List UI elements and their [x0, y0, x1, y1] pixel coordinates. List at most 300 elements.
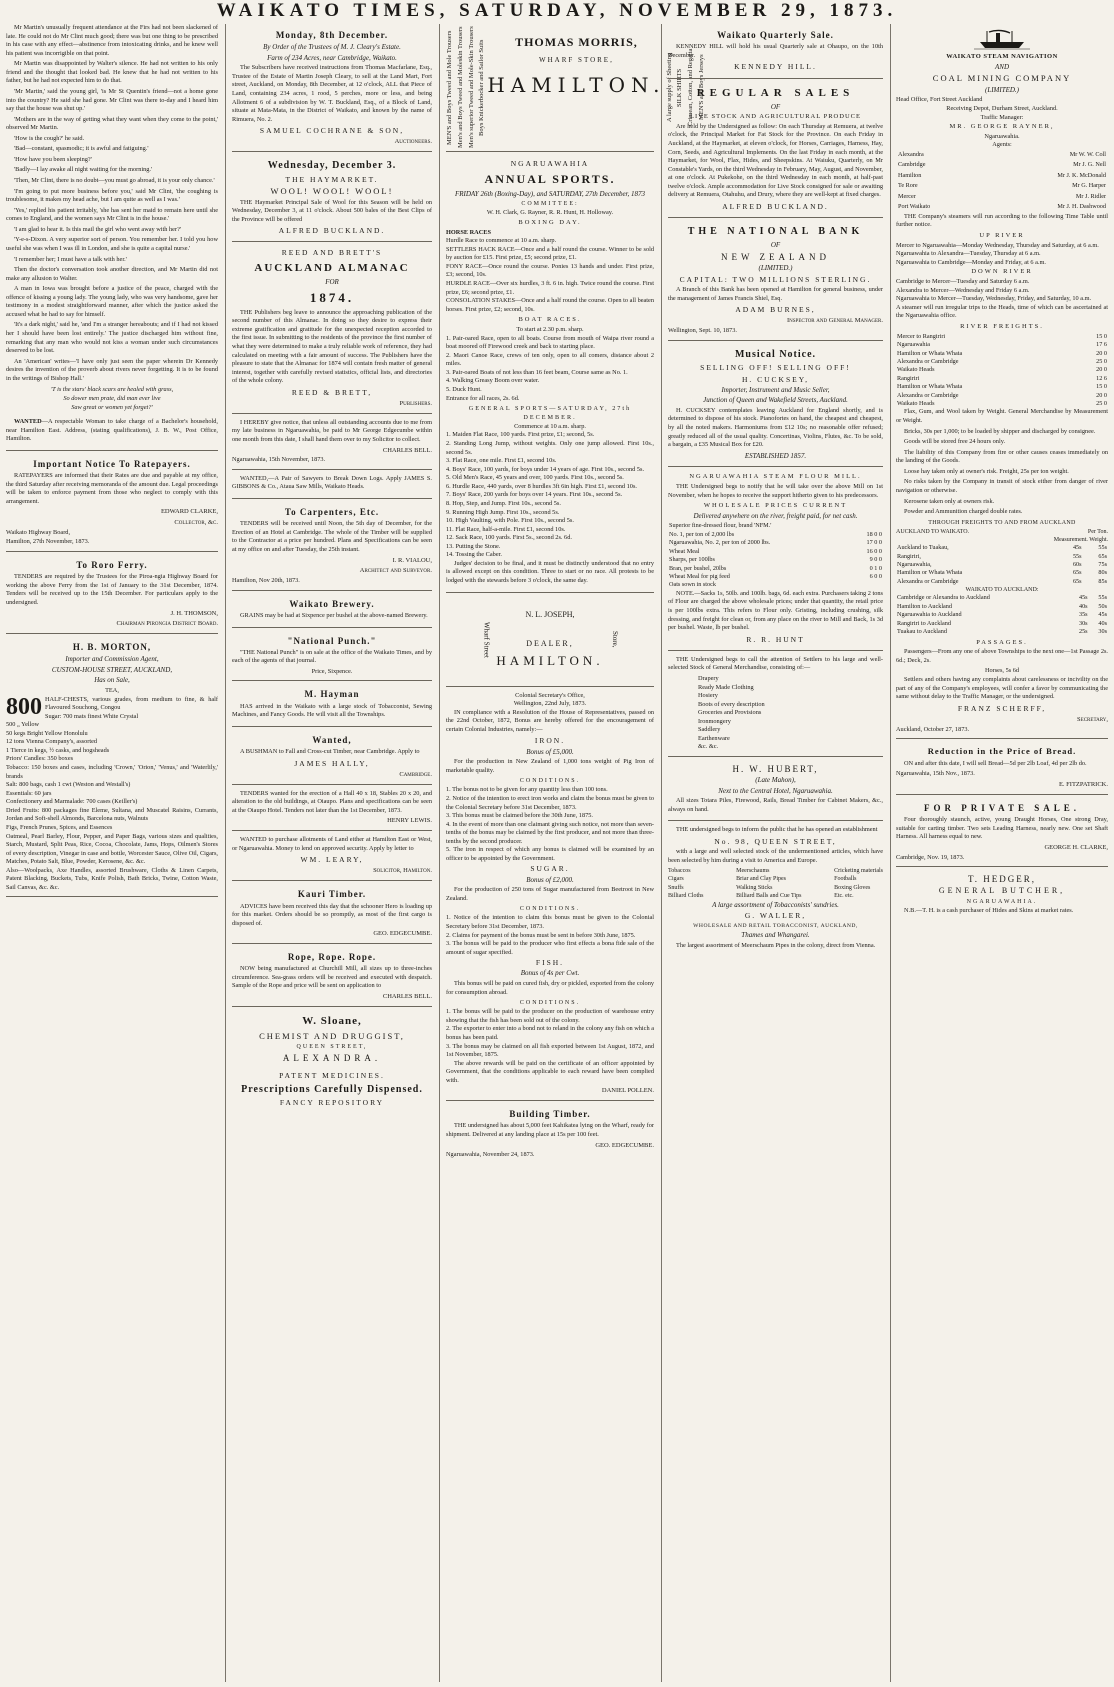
- table-cell: 16 0 0: [866, 547, 882, 555]
- race-item: 11. Flat Race, half-a-mile. First £1, second 10s.: [446, 525, 566, 533]
- ad-signature: I. R. VIALOU,: [392, 556, 432, 564]
- vertical-ad-line: Men's and Boys Tweed and Moleskin Trousers: [456, 26, 464, 149]
- table-cell: Mercer: [898, 192, 916, 200]
- ad-subhead: FISH.: [535, 958, 565, 968]
- ad-subtitle: Importer and Commission Agent,: [65, 655, 159, 664]
- table-cell: 65s: [1072, 569, 1082, 577]
- ad-bonus: Bonus of 4s per Cwt.: [520, 969, 580, 978]
- merchandise-item: Drapery: [698, 674, 719, 682]
- race-item: 10. High Vaulting, with Pole. First 10s., second 5s.: [446, 517, 574, 525]
- table-cell: 0 1 0: [869, 564, 882, 572]
- vertical-ad-line: Men's superior Tweed and Mole-Skin Trousers: [467, 26, 475, 149]
- ad-title: Waikato Quarterly Sale.: [717, 30, 834, 40]
- table-cell: Ngaruawahia to Auckland: [897, 611, 962, 619]
- story-paragraph: Mr Martin was disappointed by Walter's silence. He had not written to his only friend and the thought that looked bad. He knew that he had not written to his father, but he had not expected him to do that.: [6, 60, 218, 85]
- condition-item: 2. The exporter to enter into a bond not to reland in the colony any fish on which a bonus has been paid.: [446, 1025, 654, 1041]
- table-cell: No. 1, per ton of 2,000 lbs: [669, 530, 735, 538]
- condition-item: 5. The iron in respect of which any bonus is claimed will be examined by an officer to be appointed by the Government.: [446, 846, 654, 862]
- ad-signature: FRANZ SCHERFF,: [957, 703, 1047, 713]
- condition-item: 3. The bonus will be paid to the producer who first effects a bona fide sale of the amount of sugar specified.: [446, 940, 654, 956]
- table-row: [896, 181, 1108, 191]
- ad-role: Inspector and General Manager.: [787, 317, 883, 325]
- merchandise-item: Ironmongery: [698, 717, 731, 725]
- table-cell: Mr W. W. Coll: [1069, 151, 1106, 159]
- table-row: [896, 553, 1108, 561]
- ad-manager-place: Ngaruawahia.: [984, 132, 1020, 140]
- ad-start: To start at 2.30 p.m. sharp.: [516, 326, 584, 334]
- ad-manager-title: Traffic Manager:: [980, 113, 1024, 121]
- race-item: 13. Putting the Stone.: [446, 542, 501, 550]
- table-cell: 12 6: [1096, 374, 1107, 382]
- ad-est: ESTABLISHED 1857.: [744, 451, 807, 460]
- ad-role: Importer, Instrument and Music Seller,: [721, 385, 830, 394]
- ad-place: Waikato Highway Board,: [6, 528, 71, 536]
- ad-body: The Subscribers have received instructions from Thomas Macfarlane, Esq., Trustee of the Estate of Martin Joseph Cleary, to sell at the Land Mart, Fort street, Auckland, on Monday, 8th December, at 12 o'clock, ALL that Piece of Land, containing 234 acres, 1 rood, 5 perches, more or less, and being Allotment 6 of a subdivision by W. T. Buckland, Esq., of a Block of Land, situate at Mata-Mata, in the District of Waikato, and known by the name of Rimuera, No. 2.: [232, 64, 432, 123]
- ad-title: AUCKLAND ALMANAC: [254, 261, 410, 274]
- merchandise-item: Ready Made Clothing: [698, 683, 754, 691]
- serial-story: [6, 24, 218, 383]
- ad-conditions: CONDITIONS.: [519, 906, 581, 913]
- ad-role: Chairman Pirongia District Board.: [116, 620, 218, 628]
- column-4: [665, 24, 883, 1682]
- ad-body: Settlers and others having any complaints about carelessness or incivility on the part of any of the Company's employees, will confer a favor by communicating the same without delay to the Traffic Manager, or the undersigned.: [896, 676, 1108, 701]
- goods-item: Billiard Balls and Cue Tips: [736, 892, 802, 899]
- ad-body: NOW being manufactured at Churchill Mill, all sizes up to three-inches circumference. Sea-grass orders will be received and executed with despatch. Sample of the Rope and price will be sent on application to: [232, 965, 432, 990]
- morris-left-lines: [446, 24, 487, 151]
- stock-item: HALF-CHESTS, various grades, from medium to fine, & half Flavoured Souchong, Congou: [45, 695, 218, 712]
- timetable-item: Mercer to Ngaruawahia—Monday Wednesday, Thursday and Saturday, at 6 a.m.: [896, 241, 1099, 249]
- table-cell: Hamilton or Whata Whata: [897, 383, 963, 391]
- ad-and: AND: [995, 62, 1009, 71]
- ad-body: IN compliance with a Resolution of the House of Representatives, passed on the 22nd October, 1872, Bonus are hereby offered for the encouragement of certain Colonial Industries, namely:—: [446, 708, 654, 733]
- story-paragraph: Then the doctor's conversation took another direction, and Mr Martin did not make any allusion to Walter.: [6, 266, 218, 282]
- goods-item: Etc. etc.: [834, 892, 854, 899]
- race-item: SETTLERS HACK RACE—Once and a half round the course. Winner to be sold by auction for £15. First prize, £5; second prize, £1.: [446, 245, 654, 262]
- ad-of: OF: [770, 102, 781, 111]
- table-row: [896, 603, 1108, 611]
- cleary-estate-auction: [232, 24, 432, 152]
- stock-item: Priors' Candles: 350 boxes: [6, 755, 74, 763]
- timetable-item: A steamer will run irregular trips to the Heads, time of which can be ascertained at the Ngaruawahia office.: [896, 303, 1108, 320]
- table-cell: 85s: [1098, 577, 1107, 585]
- table-row: [896, 578, 1108, 586]
- timetable-item: Ngaruawahia to Mercer—Tuesday, Wednesday, Friday, and Saturday, 10 a.m.: [896, 295, 1092, 303]
- up-river-times: [896, 242, 1108, 268]
- table-cell: Mercer to Rangiriri: [897, 332, 946, 340]
- building-timber-ad: [446, 1103, 654, 1164]
- condition-item: 3. This bonus must be claimed before the 30th June, 1875.: [446, 812, 593, 820]
- through-header: AUCKLAND TO WAIKATO.: [896, 528, 970, 535]
- tea-label: TEA,: [105, 686, 119, 694]
- ad-body: This bonus will be paid on cured fish, dry or pickled, exported from the colony for consumption abroad.: [446, 979, 654, 996]
- ad-lead: Has on Sale,: [94, 676, 130, 685]
- table-cell: 25 0: [1096, 400, 1107, 408]
- ad-pre: NGARUAWAHIA: [510, 159, 590, 168]
- through-per: Per Ton.: [1087, 528, 1108, 535]
- ad-body: THE Publishers beg leave to announce the approaching publication of the second number of this Almanac. In doing so they desire to express their extreme gratification and gratitude for the unexpected reception accorded to the first issue. In submitting to the residents of the province the first number of what they were determined to make a truly reliable work of reference, they had calculated on meeting with a fair amount of success. The Publishers have the pleasure to state that the Almanac for 1874 will contain fresh matter of general interest, together with carefully revised statistics, official lists, and directories of the whole colony.: [232, 308, 432, 385]
- race-item: 8. Hop, Step, and Jump. First 10s., second 5s.: [446, 499, 561, 507]
- ad-signature: KENNEDY HILL.: [734, 62, 817, 72]
- table-cell: 30s: [1098, 628, 1107, 636]
- ad-town: HAMILTON.: [487, 72, 666, 97]
- ad-body: WANTED,—A Pair of Sawyers to Break Down Logs. Apply JAMES S. GIBBONS & Co., Ataua Saw Mills, Waikato Heads.: [232, 474, 432, 491]
- bell-notice: [232, 416, 432, 470]
- ad-committee: COMMITTEE:: [521, 201, 579, 208]
- ad-title: Wednesday, December 3.: [267, 160, 397, 172]
- race-item: 12. Sack Race, 100 yards. First 5s., second 2s. 6d.: [446, 534, 572, 542]
- table-cell: Superior fine-dressed flour, brand 'NFM.': [669, 522, 772, 530]
- table-cell: 55s: [1098, 544, 1107, 552]
- ad-body: ADVICES have been received this day that the schooner Hero is loading up for this market. Orders should be so promptly, as most of the first cargo is disposed of.: [232, 902, 432, 927]
- ad-subhead: RIVER FREIGHTS.: [960, 322, 1044, 330]
- ad-trade: CHEMIST AND DRUGGIST,: [259, 1030, 405, 1041]
- race-item: 7. Boys' Race, 200 yards for boys over 14 years. First 10s., second 5s.: [446, 491, 623, 499]
- race-item: HURDLE RACE—Over six hurdles, 3 ft. 6 in. high. Twice round the course. First prize, £6; second prize, £1.: [446, 279, 654, 296]
- ad-of: OF: [770, 240, 781, 249]
- poem: [6, 386, 218, 412]
- bushman-wanted: [232, 729, 432, 785]
- table-cell: 18 0 0: [866, 530, 882, 538]
- ad-headline: SELLING OFF! SELLING OFF!: [700, 363, 851, 373]
- ad-late: (Late Mahon),: [755, 776, 796, 785]
- table-cell: Hamilton or Whata Whata: [897, 569, 963, 577]
- table-cell: 50s: [1098, 602, 1107, 610]
- price-table: [668, 522, 883, 589]
- ad-date: Wellington, 22nd July, 1873.: [513, 700, 587, 708]
- stock-item: 50 kegs Bright Yellow Honolulu: [6, 729, 88, 737]
- ad-role: Auctioneers.: [394, 138, 432, 146]
- ad-signature: ALFRED BUCKLAND.: [722, 201, 829, 211]
- ad-title: Important Notice To Ratepayers.: [33, 458, 191, 469]
- ad-title: To Carpenters, Etc.: [284, 507, 380, 518]
- table-row: [668, 581, 883, 589]
- table-cell: Cambridge: [898, 161, 926, 169]
- stock-item: Also—Woolpacks, Axe Handles, assorted Brushware, Cloths & Linen Carpets, Patent Blacking, Buckets, Tubs, Knife Polish, Bath Bricks, Twine, Cotton Waste, Sail Canvas, &c. &c.: [6, 866, 218, 891]
- stock-item: Figs, French Prunes, Spices, and Essences: [6, 823, 113, 831]
- ad-body: Powder and Ammunition charged double rates.: [904, 508, 1023, 516]
- ad-footer: The largest assortment of Meerschaum Pipes in the colony, direct from Vienna.: [676, 941, 876, 949]
- merchandise-list: [668, 675, 883, 752]
- table-cell: Rangiriri: [897, 374, 920, 382]
- ad-footer: Judges' decision to be final, and it must be distinctly understood that no entry is allowed except on this condition. Three to start or no race. All protests to be lodged with the stewards before 3 o'clock, the same day.: [446, 559, 654, 585]
- goods-item: Cricketing materials: [834, 868, 883, 875]
- ad-body: TENDERS will be received until Noon, the 5th day of December, for the Erection of an Hotel at Cambridge. The whole of the Timber will be supplied to the Contractor at a price per hundred. Plans and Specifications can be seen at my office on and after Tuesday, the 25th instant.: [232, 520, 432, 553]
- story-paragraph: 'How is the cough?' he said.: [14, 134, 85, 142]
- sloane-chemist-ad: [232, 1009, 432, 1114]
- ad-role: Architect and Surveyor.: [359, 567, 432, 575]
- ad-subtitle: Delivered anywhere on the river, freight paid, for net cash.: [693, 511, 858, 520]
- ad-signature: EDWARD CLARKE,: [160, 508, 218, 516]
- ad-center: [496, 610, 603, 669]
- ad-limited: (LIMITED.): [758, 264, 793, 273]
- ad-title: ANNUAL SPORTS.: [484, 172, 616, 187]
- stock-item: Salt: 800 bags, cash 1 cwt (Weston and Westall's): [6, 781, 131, 789]
- horse-races-list: [446, 237, 654, 314]
- iron-conditions: [446, 786, 654, 863]
- table-cell: Cambridge or Alexandra to Auckland: [897, 594, 990, 602]
- ad-footer: The above rewards will be paid on the certificate of an officer appointed by Government, that the conditions applicable to each reward have been complied with.: [446, 1059, 654, 1084]
- ad-members: W. H. Clark, G. Rayner, R. R. Hunt, H. Holloway.: [486, 209, 614, 217]
- story-paragraph: 'How have you been sleeping?': [14, 155, 92, 163]
- ad-body: with a large and well selected stock of the undermentioned articles, which have been selected by him during a visit to America and Europe.: [668, 848, 883, 864]
- vertical-ad-line: SILK SHIRTS: [676, 68, 684, 107]
- poem-line: Saw great or women yet forget?': [71, 403, 153, 411]
- sawyers-wanted: [232, 472, 432, 499]
- ad-signature: E. FITZPATRICK.: [1058, 780, 1108, 788]
- goods-item: Cigars: [668, 876, 684, 883]
- table-cell: 17 6: [1096, 341, 1107, 349]
- timetable-item: Ngaruawahia to Alexandra—Tuesday, Thursday at 6 a.m.: [896, 250, 1041, 258]
- ad-subhead: WHOLESALE PRICES CURRENT: [703, 502, 848, 510]
- ad-body: RATEPAYERS are informed that their Rates are due and payable at my office, the third Saturday after receiving memoranda of the amount due. Legal proceedings will be taken to enforce payment from those who neglect to comply with this arrangement.: [6, 471, 218, 505]
- sports-ad: [446, 155, 654, 593]
- race-item: 9. Running High Jump. First 10s., second 5s.: [446, 508, 560, 516]
- ad-town: HAMILTON.: [496, 652, 604, 668]
- race-item: 3. Pair-oared Boats of not less than 16 feet beam, Course same as No. 1.: [446, 368, 628, 376]
- ad-title: THOMAS MORRIS,: [515, 35, 638, 49]
- punch-ad: [232, 630, 432, 682]
- ferry-tender: [6, 554, 218, 634]
- table-row: [668, 556, 883, 564]
- story-paragraph: An 'American' writes—'I have only just seen the paper wherein Dr Kennedy desires the invention of the proverb about rivers never forgetting. It is to be found in the writings of Bishop Hall.': [6, 357, 218, 382]
- ad-title: Musical Notice.: [734, 348, 817, 360]
- ad-price: Price, Sixpence.: [311, 667, 353, 675]
- table-row: [896, 202, 1108, 212]
- goods-item: Footballs: [834, 876, 857, 883]
- ad-start: Commence at 10 a.m. sharp.: [514, 422, 586, 430]
- ad-conditions: CONDITIONS.: [519, 1000, 581, 1007]
- ad-title: H. W. HUBERT,: [732, 764, 819, 775]
- table-row: [668, 573, 883, 581]
- race-item: 5. Old Men's Race, 45 years and over, 100 yards. First 10s., second 5s.: [446, 474, 624, 482]
- table-cell: Hamilton: [898, 171, 922, 179]
- ad-date: Wellington, Sept. 10, 1873.: [668, 327, 737, 335]
- down-river-times: [896, 278, 1108, 321]
- ad-street: QUEEN STREET,: [296, 1044, 368, 1051]
- ad-towns: Thames and Whangarei.: [741, 931, 810, 940]
- column-1: [6, 24, 218, 1682]
- table-cell: 20 0: [1096, 349, 1107, 357]
- ad-subhead: THROUGH FREIGHTS TO AND FROM AUCKLAND: [928, 519, 1076, 526]
- agents-table: [896, 150, 1108, 213]
- joseph-dealer-ad: [446, 595, 654, 687]
- goods-column: [834, 867, 883, 900]
- table-cell: 40s: [1078, 602, 1088, 610]
- ad-subhead: PASSAGES.: [976, 638, 1028, 646]
- ad-body: Are held by the Undersigned as follow: On each Thursday at Remuera, at twelve o'clock, the Principal Market for Fat Stock for the Province. On each Friday in Auckland, at the Haymarket, at eleven o'clock, for Horses, Carriages, Harness, Hay, Corn, Seeds, and Agricultural Implements. On the last Friday in each month, at the Haymarket, for Wool, Flax, Hides, and Sheepskins. At Waiuku, Quarterly, on Mr Constable's Yards, on the third Wednesday in February, May, August, and November, at one o'clock. At Pukekohe, on the third Wednesday in each month, at half-past twelve o'clock. Ample accommodation for Live Stock consigned for sale or awaiting delivery at Remuera, Otahuhu, and Drury, where they are well-kept at fixed charges.: [668, 122, 883, 199]
- table-cell: Hamilton or Whata Whata: [897, 349, 963, 357]
- ad-body: H. CUCKSEY contemplates leaving Auckland for England shortly, and is determined to dispose of his stock. Pianofortes on hand, the cheapest and cheapest, by all the noted makers. Harmoniums from £12 10s; no reasonable offer refused; greatly reduced all of the usual quality. Concertinas, Violins, Flutes, &c. To be sold, a bargain, a £35 Musical Box for £20.: [668, 406, 883, 449]
- hubert-ad: [668, 759, 883, 821]
- table-row: [896, 400, 1108, 408]
- table-row: [896, 611, 1108, 619]
- table-cell: 20 0: [1096, 391, 1107, 399]
- waller-tobacconist-ad: [668, 823, 883, 956]
- race-item: 3. Flat Race, one mile. First £1, second 10s.: [446, 457, 557, 465]
- table-row: [668, 531, 883, 539]
- table-cell: Mr J. Ridler: [1075, 192, 1106, 200]
- table-cell: Hamilton to Auckland: [897, 602, 952, 610]
- story-paragraph: 'Yes,' replied his patient irritably, 'she has sent her maid to remain here until she comes to England, and the women says Mr Clint is in the house.': [6, 206, 218, 223]
- quarterly-sale-ad: [668, 24, 883, 79]
- sugar-conditions: [446, 914, 654, 957]
- ad-role: Publishers.: [399, 400, 432, 407]
- column-rule: [661, 24, 662, 1682]
- table-cell: 45s: [1072, 544, 1082, 552]
- big-number: 800: [6, 693, 42, 720]
- ad-signature: GEO. EDGECUMBE.: [373, 930, 432, 938]
- ad-title: W. Sloane,: [302, 1014, 362, 1027]
- table-cell: Auckland to Tuakau,: [897, 544, 949, 552]
- ad-subtitle: By Order of the Trustees of M. J. Cleary's Estate.: [263, 43, 401, 52]
- table-row: [896, 192, 1108, 202]
- ad-body: A BUSHMAN to Fall and Cross-cut Timber, near Cambridge. Apply to: [240, 748, 420, 756]
- morton-importer-ad: [6, 636, 218, 897]
- colonial-bonus-notice: [446, 689, 654, 1102]
- table-cell: 15 0: [1096, 332, 1107, 340]
- merchandise-item: Saddlery: [698, 726, 721, 734]
- ad-body: KENNEDY HILL will hold his usual Quarterly sale at Ohaupo, on the 10th December.: [668, 43, 883, 59]
- ad-year: 1874.: [309, 290, 355, 306]
- ad-body: TENDERS are required by the Trustees for the Piroa-ngia Highway Board for working the above Ferry from the 1st of January to the 31st December, 1874. Tenders will be received up to the 15th December. For particulars apply to the undersigned.: [6, 573, 218, 606]
- table-row: [896, 358, 1108, 366]
- carpenters-tender: [232, 501, 432, 591]
- table-row: [896, 333, 1108, 341]
- ad-date: Cambridge, Nov. 19, 1873.: [896, 853, 965, 861]
- ad-subtitle: NEW ZEALAND: [720, 252, 831, 263]
- boat-races-list: [446, 335, 654, 404]
- ad-role: Secretary,: [1077, 715, 1108, 723]
- ad-title: Wanted,: [312, 734, 352, 745]
- table-cell: 65s: [1098, 552, 1107, 560]
- hayman-ad: [232, 683, 432, 726]
- table-cell: Sharps, per 100lbs: [669, 556, 715, 564]
- table-cell: 35s: [1078, 611, 1088, 619]
- race-item: 5. Duck Hunt.: [446, 385, 482, 393]
- race-item: 4. Boys' Race, 100 yards, for boys under 14 years of age. First 10s., second 5s.: [446, 465, 645, 473]
- table-cell: Ngaruawahia, No. 2, per ton of 2000 lbs.: [669, 539, 771, 547]
- ad-title: Monday, 8th December.: [275, 30, 389, 40]
- almanac-ad: [232, 244, 432, 413]
- table-cell: 40s: [1098, 619, 1107, 627]
- ad-role: Collector, &c.: [174, 519, 218, 527]
- condition-item: 2. Notice of the intention to erect iron works and claim the bonus must be given to the Colonial Secretary before 31st December, 1873.: [446, 794, 654, 811]
- vertical-ad-line: A large supply of Sheeting: [665, 52, 673, 123]
- ad-address: CUSTOM-HOUSE STREET, AUCKLAND,: [51, 665, 173, 674]
- ad-body: Kerosene taken only at owners risk.: [904, 497, 995, 505]
- ad-body: No risks taken by the Company in transit of stock either from danger of river navigation or otherwise.: [896, 478, 1108, 494]
- table-row: [896, 594, 1108, 602]
- stock-item: 500 „ Yellow: [6, 721, 40, 729]
- table-cell: Alexandra or Cambridge: [897, 577, 959, 585]
- ad-limited: (LIMITED.): [984, 85, 1020, 94]
- table-cell: Tuakau to Auckland: [897, 628, 947, 636]
- goods-item: Billiard Cloths: [668, 892, 704, 899]
- story-paragraph: 'Then, Mr Clint, there is no doubt—you must go abroad, it is your only chance.': [14, 177, 215, 184]
- ad-title: Reduction in the Price of Bread.: [927, 746, 1077, 757]
- table-row: [896, 350, 1108, 358]
- condition-item: 1. Notice of the intention to claim this bonus must be given to the Colonial Secretary before 31st December, 1873.: [446, 914, 654, 931]
- story-paragraph: 'Mothers are in the way of getting what they want when they come to the point,' observed Mr Martin.: [6, 115, 218, 132]
- ad-office: Head Office, Fort Street Auckland: [896, 96, 983, 104]
- condition-item: 4. In the event of more than one claimant giving such notice, not more than seven-tenths of the bonus may be claimed by the first producer, and not more than three-tenths by the second producer.: [446, 820, 654, 845]
- masthead: WAIKATO TIMES, SATURDAY, NOVEMBER 29, 1873.: [216, 0, 898, 21]
- ad-place: NGARUAWAHIA.: [966, 899, 1038, 906]
- brewery-ad: [232, 593, 432, 628]
- table-row: [896, 569, 1108, 577]
- ad-place: Junction of Queen and Wakefield Streets, Auckland.: [703, 396, 848, 405]
- ad-body: THE undersigned has about 5,000 feet Kahikatea lying on the Wharf, ready for shipment. Delivered at any landing place at 15s per 100 feet.: [446, 1122, 654, 1138]
- condition-item: 3. The bonus may be claimed on all fish exported between 1st August, 1872, and 1st November, 1875.: [446, 1042, 654, 1059]
- ad-bonus: Bonus of £2,000.: [526, 875, 574, 884]
- story-paragraph: 'Y-e-s-Dixon. A very superior sort of person. You remember her. I told you how useful she was when I was ill in London, and she is quite a capital nurse.': [6, 236, 218, 252]
- table-cell: 75s: [1098, 560, 1107, 568]
- race-item: 1. Pair-oared Race, open to all boats. Course from mouth of Waipa river round a boat moored off Firewood creek and back to starting place.: [446, 334, 654, 351]
- story-paragraph: 'Badly—I lay awake all night waiting for the morning.': [14, 166, 153, 174]
- ad-place: Next to the Central Hotel, Ngaruawahia.: [718, 786, 833, 795]
- ad-title: REGULAR SALES: [696, 86, 855, 99]
- ad-headline: WOOL! WOOL! WOOL!: [270, 186, 394, 196]
- table-cell: 55s: [1098, 594, 1107, 602]
- general-sports-list: [446, 431, 654, 559]
- wool-sale-ad: [232, 154, 432, 242]
- stock-item: 1 Tierce in kegs, ½ casks, and hogsheads: [6, 746, 110, 754]
- merchandise-item: Groceries and Provisions: [698, 709, 762, 717]
- freights-table: [896, 333, 1108, 409]
- ad-body: Bricks, 30s per 1,000; to be loaded by shipper and discharged by consignee.: [904, 427, 1096, 435]
- timetable-item: Ngaruawahia to Cambridge—Monday and Friday, at 6 a.m.: [896, 258, 1046, 266]
- rope-ad: [232, 946, 432, 1007]
- goods-item: Tobaccos: [668, 868, 691, 875]
- ad-title: M. Hayman: [304, 689, 360, 700]
- stock-item: Oatmeal, Pearl Barley, Flour, Pepper, and Paper Bags, various sizes and qualities, Starch, Mustard, Split Peas, Rice, Cocoa, Chocolate, Jams, Hops, Oilmen's Stores of every description, Vinegar in case and bottle, Worcester Sauce, Olive Oil, Cigars, Matches, Potato Salt, Blue, Powder, Kerosene, &c. &c.: [6, 832, 218, 866]
- table-cell: Mr G. Harper: [1072, 182, 1106, 190]
- story-paragraph: 'I remember her; I must have a talk with her.': [14, 255, 127, 263]
- table-row: [896, 392, 1108, 400]
- ad-line: Prescriptions Carefully Dispensed.: [241, 1083, 423, 1095]
- ad-body: THE Haymarket Principal Sale of Wool for this Season will be held on Wednesday, December 3, at 11 o'clock. About 500 bales of the Best Clips of the Province will be offered: [232, 198, 432, 223]
- column-rule: [225, 24, 226, 1682]
- ad-signature: JAMES HALLY,: [294, 758, 370, 768]
- goods-item: Briar and Clay Pipes: [736, 876, 786, 883]
- steamship-icon: [972, 29, 1032, 51]
- goods-column: [736, 867, 801, 900]
- ad-signature: DANIEL POLLEN.: [601, 1087, 654, 1095]
- ad-body: —A respectable Woman to take charge of a Bachelor's household, near Hamilton East. Address, (stating qualifications), J. B. W., Post Office, Hamilton.: [6, 418, 218, 443]
- ad-title: Rope, Rope. Rope.: [287, 952, 377, 963]
- ad-body: All sizes Totara Piles, Firewood, Rails, Bread Timber for Cabinet Makers, &c., always on hand.: [668, 797, 883, 813]
- table-row: [896, 160, 1108, 170]
- ad-title: Kauri Timber.: [297, 889, 367, 900]
- ad-signature: CHARLES BELL.: [382, 992, 432, 1000]
- ad-title: NGARUAWAHIA STEAM FLOUR MILL.: [689, 473, 862, 481]
- ad-subhead: HORSE RACES: [446, 228, 491, 236]
- story-paragraph: 'I am glad to hear it. Is this mail the girl who went away with her?': [14, 225, 181, 233]
- race-item: 6. Hurdle Race, 440 yards, over 8 hurdles 3ft 6in high. First £1, second 10s.: [446, 482, 637, 490]
- ad-side: Store,: [611, 631, 620, 648]
- goods-column: [668, 867, 704, 900]
- race-item: 1. Maiden Flat Race, 100 yards. First prize, £1; second, 5s.: [446, 431, 595, 439]
- ad-subtitle: LIVE STOCK AND AGRICULTURAL PRODUCE: [690, 113, 861, 121]
- ad-body: TENDERS wanted for the erection of a Hall 40 x 18, Stables 20 x 20, and alteration to the old buildings, at Oiaupo. Plans and specifications can be seen at the Oiaupo Hotel. Tenders not later than the 1st December, 1873.: [232, 789, 432, 814]
- ad-body: THE Undersigned begs to call the attention of Settlers to his large and well-selected Stock of General Merchandise, consisting of:—: [668, 655, 883, 672]
- ad-body: For the production in New Zealand of 1,000 tons weight of Pig Iron of marketable quality.: [446, 758, 654, 774]
- column-rule: [439, 24, 440, 1682]
- table-cell: 20 0: [1096, 366, 1107, 374]
- table-cell: Alexandra: [898, 151, 924, 159]
- table-row: [668, 565, 883, 573]
- ad-role: WHOLESALE AND RETAIL TOBACCONIST, AUCKLAND,: [693, 922, 858, 929]
